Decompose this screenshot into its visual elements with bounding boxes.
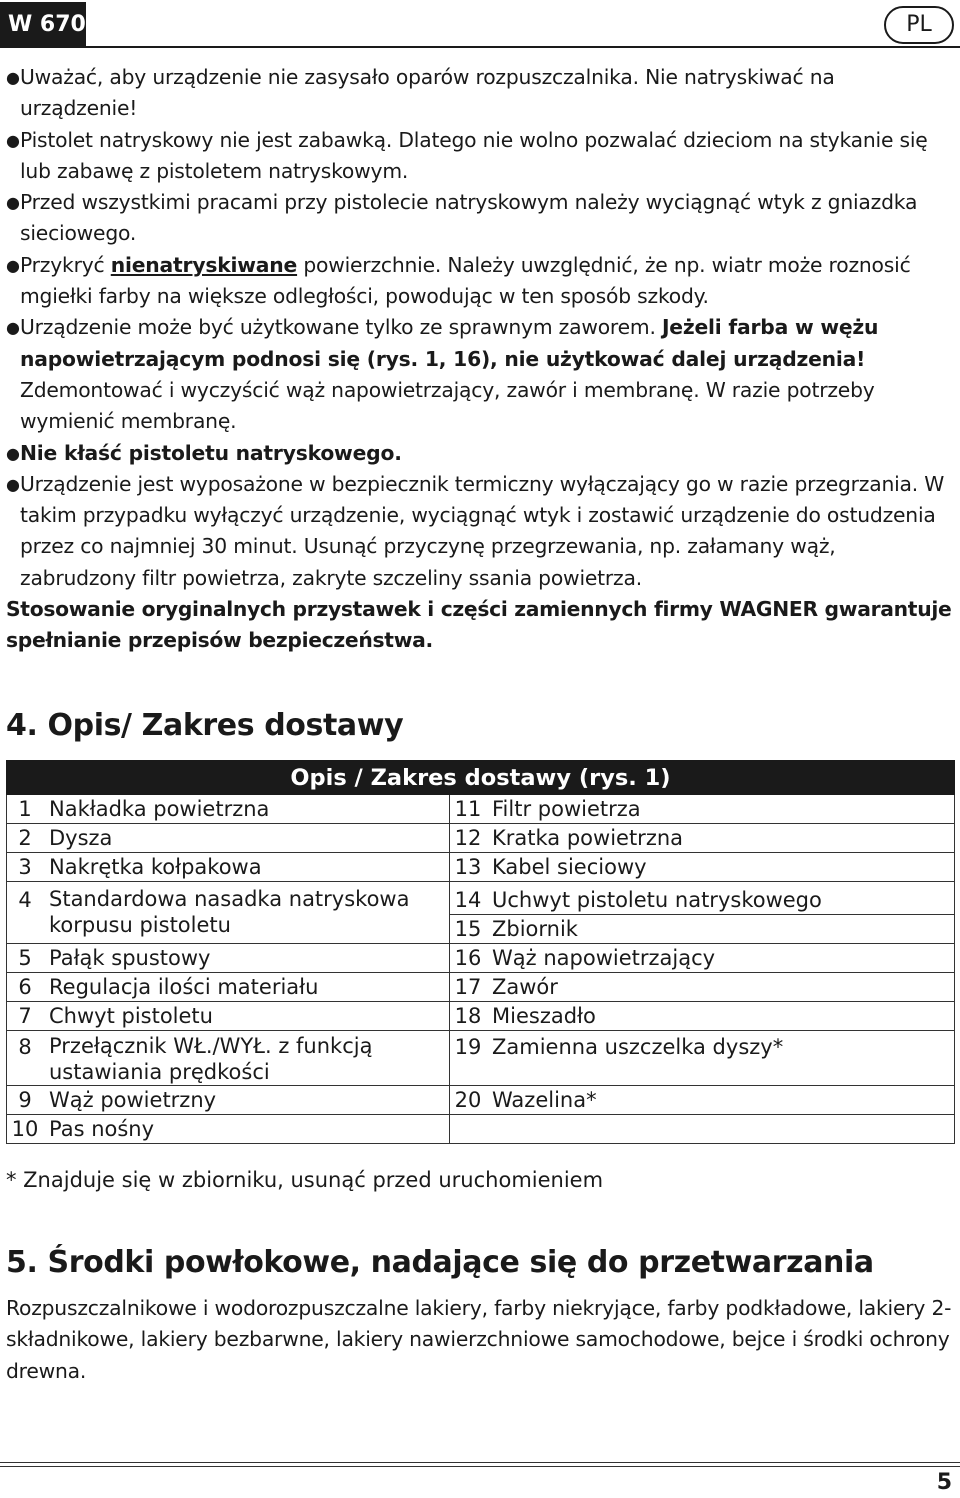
table-row <box>7 1115 955 1144</box>
bullet-icon: ● <box>6 130 20 150</box>
header-rule <box>86 46 960 48</box>
safety-text: Przed wszystkimi pracami przy pistolecie natryskowym należy wyciągnąć wtyk z gniazdka sieciowego. <box>20 190 918 246</box>
empty-cell <box>486 1115 955 1144</box>
bullet-icon: ● <box>6 193 20 213</box>
part-name: Wąż napowietrzający <box>486 944 955 973</box>
table-row <box>7 795 955 824</box>
part-number: 16 <box>450 944 487 973</box>
table-row <box>7 1031 955 1086</box>
safety-emphasis: nienatryskiwane <box>110 252 298 277</box>
bullet-icon: ● <box>6 68 20 87</box>
safety-item <box>6 62 954 125</box>
part-number: 7 <box>7 1002 44 1031</box>
model-label: W 670 <box>0 2 86 48</box>
table-title: Opis / Zakres dostawy (rys. 1) <box>7 761 955 795</box>
safety-item <box>6 312 954 437</box>
safety-text: Przykryć <box>20 252 111 277</box>
page-number: 5 <box>936 1470 952 1495</box>
part-number: 2 <box>7 824 44 853</box>
safety-text: Zdemontować i wyczyścić wąż napowietrzający, zawór i membranę. W razie potrzeby wymienić membranę. <box>20 377 875 434</box>
bullet-icon: ● <box>6 255 20 275</box>
part-name: Dysza <box>43 824 450 853</box>
part-name: Kabel sieciowy <box>486 853 955 882</box>
safety-item <box>6 250 954 313</box>
table-row <box>7 824 955 853</box>
safety-text: powierzchnie. Należy uwzględnić, że np. wiatr może roznosić mgiełki farby na większe odległości, powodując w ten sposób szkody. <box>20 252 911 309</box>
part-name: Regulacja ilości materiału <box>43 973 450 1002</box>
table-row <box>7 853 955 882</box>
safety-text: Nie kłaść pistoletu natryskowego. <box>20 440 402 465</box>
part-number: 5 <box>7 944 44 973</box>
part-name: Filtr powietrza <box>486 795 955 824</box>
section-4-heading: 4. Opis/ Zakres dostawy <box>6 708 404 743</box>
empty-cell <box>450 1115 487 1144</box>
part-name: Pas nośny <box>43 1115 450 1144</box>
part-number: 8 <box>7 1031 44 1086</box>
part-name: Standardowa nasadka natryskowa korpusu pistoletu <box>43 882 450 944</box>
table-header-row <box>7 761 955 795</box>
table-row <box>7 1086 955 1115</box>
part-name: Wazelina* <box>486 1086 955 1115</box>
warning-text: Stosowanie oryginalnych przystawek i części zamiennych firmy WAGNER gwarantuje spełnianie przepisów bezpieczeństwa. <box>6 597 952 653</box>
safety-item <box>6 469 954 594</box>
part-name: Nakładka powietrzna <box>43 795 450 824</box>
part-number: 13 <box>450 853 487 882</box>
bullet-icon: ● <box>6 474 20 494</box>
part-number: 3 <box>7 853 44 882</box>
bullet-icon: ● <box>6 318 20 338</box>
footer-rule <box>0 1466 960 1467</box>
part-number: 17 <box>450 973 487 1002</box>
table-row <box>7 882 955 915</box>
table-row <box>7 973 955 1002</box>
part-name: Pałąk spustowy <box>43 944 450 973</box>
safety-text: Uważać, aby urządzenie nie zasysało oparów rozpuszczalnika. Nie natryskiwać na urządzenie! <box>20 65 835 121</box>
bullet-icon: ● <box>6 443 20 463</box>
part-number: 6 <box>7 973 44 1002</box>
part-number: 10 <box>7 1115 44 1144</box>
safety-text: Urządzenie może być użytkowane tylko ze sprawnym zaworem. <box>20 315 662 340</box>
part-number: 12 <box>450 824 487 853</box>
part-number: 14 <box>450 882 487 915</box>
section-5-heading: 5. Środki powłokowe, nadające się do przetwarzania <box>6 1245 874 1280</box>
footer-rule <box>0 1462 960 1463</box>
part-number: 20 <box>450 1086 487 1115</box>
parts-table <box>6 760 955 1144</box>
safety-emphasis: Jeżeli farba w wężu napowietrzającym podnosi się (rys. 1, 16), nie użytkować dalej urządzenia! <box>20 315 879 371</box>
safety-text: Pistolet natryskowy nie jest zabawką. Dlatego nie wolno pozwalać dzieciom na stykanie się lub zabawę z pistoletem natryskowym. <box>20 127 928 183</box>
section-5-text: Rozpuszczalnikowe i wodorozpuszczalne lakiery, farby niekryjące, farby podkładowe, lakiery 2-składnikowe, lakiery bezbarwne, lakiery nawierzchniowe samochodowe, bejce i środki ochrony drewna. <box>6 1296 952 1383</box>
part-name: Kratka powietrzna <box>486 824 955 853</box>
part-name: Zawór <box>486 973 955 1002</box>
part-name: Mieszadło <box>486 1002 955 1031</box>
table-footnote: * Znajduje się w zbiorniku, usunąć przed uruchomieniem <box>6 1168 604 1192</box>
part-number: 18 <box>450 1002 487 1031</box>
part-name: Uchwyt pistoletu natryskowego <box>486 882 955 915</box>
part-name: Zamienna uszczelka dyszy* <box>486 1031 955 1086</box>
table-row <box>7 944 955 973</box>
part-name: Wąż powietrzny <box>43 1086 450 1115</box>
safety-item <box>6 125 954 188</box>
part-name: Zbiornik <box>486 915 955 944</box>
part-name: Nakrętka kołpakowa <box>43 853 450 882</box>
part-number: 4 <box>7 882 44 944</box>
language-badge: PL <box>884 6 954 44</box>
part-number: 9 <box>7 1086 44 1115</box>
part-name: Przełącznik WŁ./WYŁ. z funkcją ustawiania prędkości <box>43 1031 450 1086</box>
part-number: 15 <box>450 915 487 944</box>
page-header <box>0 0 960 50</box>
safety-item <box>6 187 954 250</box>
part-number: 1 <box>7 795 44 824</box>
part-number: 19 <box>450 1031 487 1086</box>
safety-notes <box>6 62 954 657</box>
part-name: Chwyt pistoletu <box>43 1002 450 1031</box>
safety-item <box>6 438 954 469</box>
part-number: 11 <box>450 795 487 824</box>
safety-text: Urządzenie jest wyposażone w bezpiecznik termiczny wyłączający go w razie przegrzania. W takim przypadku wyłączyć urządzenie, wyciągnąć wtyk i zostawić urządzenie do ostudzenia przez co najmniej 30 minut. Usunąć przyczynę przegrzewania, np. załamany wąż, zabrudzony filtr powietrza, zakryte szczeliny ssania powietrza. <box>20 471 945 590</box>
table-row <box>7 1002 955 1031</box>
